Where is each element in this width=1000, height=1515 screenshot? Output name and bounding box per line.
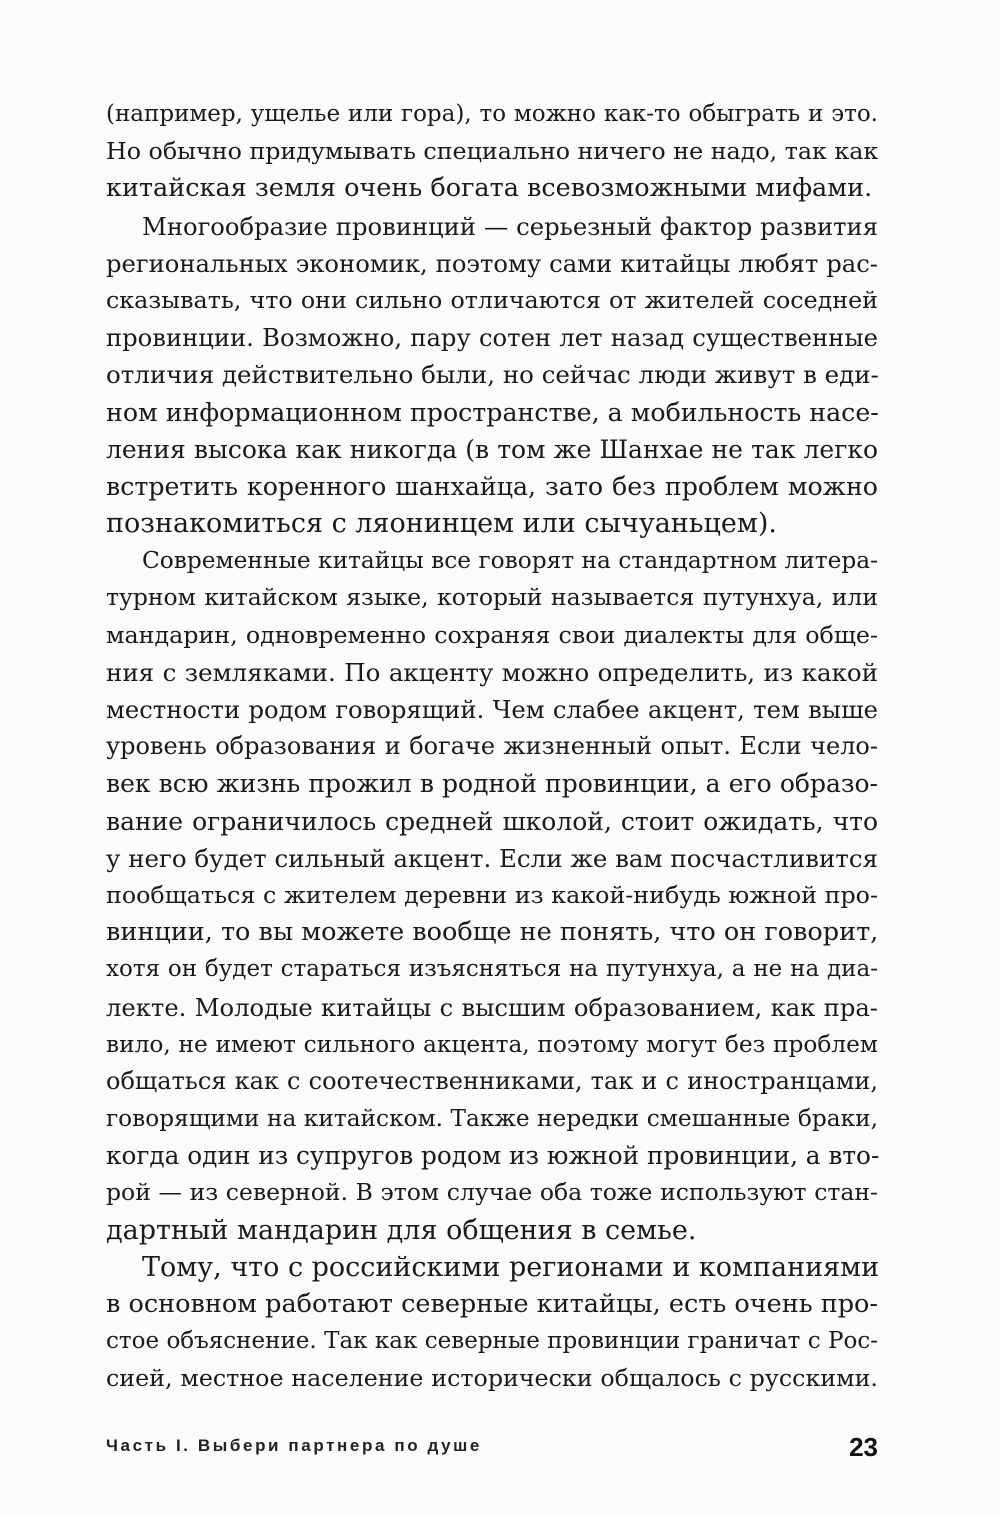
text-line: век всю жизнь прожил в родной провинции, а его образо-	[106, 769, 878, 799]
text-line: мандарин, одновременно сохраняя свои диалекты для обще-	[106, 620, 878, 649]
text-line: общаться как с соотечественниками, так и с иностранцами,	[106, 1066, 878, 1095]
page-number: 23	[849, 1432, 878, 1462]
page-footer	[106, 1432, 878, 1466]
text-line: уровень образования и богаче жизненный опыт. Если чело-	[106, 732, 878, 761]
text-line: хотя он будет стараться изъясняться на путунхуа, а не на диа-	[106, 956, 878, 983]
text-line: ления высока как никогда (в том же Шанхае не так легко	[106, 434, 878, 464]
running-head: Часть I. Выбери партнера по душе	[106, 1436, 482, 1455]
text-line: сией, местное население исторически общалось с русскими.	[106, 1364, 878, 1393]
text-line: рой — из северной. В этом случае оба тоже используют стан-	[106, 1178, 878, 1207]
text-line: Но обычно придумывать специально ничего не надо, так как	[106, 137, 879, 166]
text-line: лекте. Молодые китайцы с высшим образованием, как пра-	[106, 992, 878, 1022]
text-line: познакомиться с ляонинцем или сычуаньцем).	[106, 508, 777, 540]
text-line: у него будет сильный акцент. Если же вам посчастливится	[106, 843, 879, 873]
text-line: провинции. Возможно, пару сотен лет назад существенные	[106, 323, 878, 353]
body-text	[106, 96, 878, 1398]
text-line: отличия действительно были, но сейчас люди живут в еди-	[106, 360, 879, 390]
text-line: сказывать, что они сильно отличаются от жителей соседней	[106, 285, 878, 314]
text-line: в основном работают северные китайцы, есть очень про-	[106, 1289, 878, 1319]
text-line: турном китайском языке, который называется путунхуа, или	[106, 583, 878, 612]
text-line: дартный мандарин для общения в семье.	[106, 1214, 697, 1246]
text-line: региональных экономик, поэтому сами китайцы любят рас-	[106, 248, 878, 278]
text-line: когда один из супругов родом из южной провинции, а вто-	[106, 1141, 880, 1171]
text-line: местности родом говорящий. Чем слабее акцент, тем выше	[106, 695, 878, 724]
text-line: встретить коренного шанхайца, зато без проблем можно	[106, 471, 878, 501]
text-line: ном информационном пространстве, а мобильность насе-	[106, 397, 879, 427]
text-line: (например, ущелье или гора), то можно как-то обыграть и это.	[106, 101, 878, 127]
text-line: Современные китайцы все говорят на стандартном литера-	[142, 547, 878, 575]
text-line: стое объяснение. Так как северные провинции граничат с Рос-	[106, 1328, 878, 1355]
text-line: винции, то вы можете вообще не понять, что он говорит,	[106, 917, 879, 948]
text-line: Тому, что с российскими регионами и компаниями	[142, 1251, 880, 1283]
text-line: пообщаться с жителем деревни из какой-нибудь южной про-	[106, 880, 878, 909]
text-line: Многообразие провинций — серьезный фактор развития	[142, 211, 878, 241]
text-line: вило, не имеют сильного акцента, поэтому могут без проблем	[106, 1030, 878, 1058]
text-line: вание ограничилось средней школой, стоит ожидать, что	[106, 806, 878, 836]
text-line: говорящими на китайском. Также нередки смешанные браки,	[106, 1105, 878, 1133]
text-line: китайская земля очень богата всевозможными мифами.	[106, 173, 873, 204]
text-line: ния с земляками. По акценту можно определить, из какой	[106, 657, 878, 687]
